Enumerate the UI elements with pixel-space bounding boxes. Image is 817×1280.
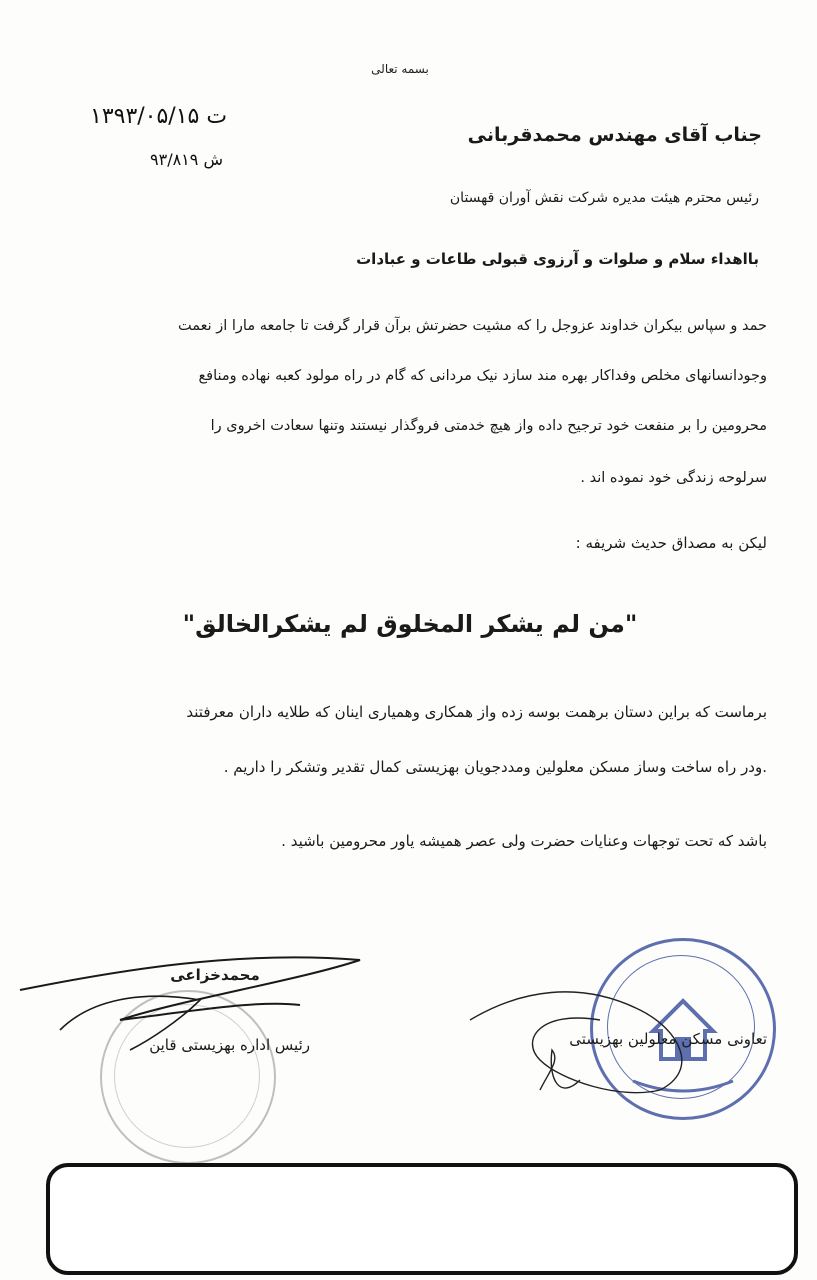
- redaction-box: [46, 1163, 798, 1275]
- paragraph-line: حمد و سپاس بیکران خداوند عزوجل را که مشیت حضرتش برآن قرار گرفت تا جامعه مارا از نعمت: [177, 318, 767, 334]
- paragraph-line: برماست که براین دستان برهمت بوسه زده واز همکاری وهمیاری اینان که طلایه داران معرفتند: [186, 703, 767, 721]
- recipient-title: رئیس محترم هیئت مدیره شرکت نقش آوران قهستان: [449, 190, 759, 206]
- hadith-quote: "من لم یشکر المخلوق لم یشکرالخالق": [182, 610, 638, 638]
- letter-number: ش ۹۳/۸۱۹: [150, 150, 223, 169]
- greeting: بااهداء سلام و صلوات و آرزوی قبولی طاعات و عبادات: [356, 250, 759, 268]
- paragraph-intro: لیکن به مصداق حدیث شریفه :: [575, 534, 767, 552]
- paragraph-line: وجودانسانهای مخلص وفداکار بهره مند سازد نیک مردانی که گام در راه مولود کعبه نهاده ومنافع: [198, 368, 767, 384]
- cooperative-title: تعاونی مسکن معلولین بهزیستی: [569, 1030, 767, 1048]
- paragraph-line: محرومین را بر منفعت خود ترجیح داده واز هیچ خدمتی فروگذار نیستند وتنها سعادت اخروی را: [210, 418, 767, 434]
- recipient-name: جناب آقای مهندس محمدقربانی: [467, 124, 762, 146]
- invocation: بسمه تعالی: [371, 62, 429, 76]
- signer-title: رئیس اداره بهزیستی قاین: [149, 1036, 310, 1054]
- closing-prayer: باشد که تحت توجهات وعنایات حضرت ولی عصر همیشه یاور محرومین باشید .: [281, 832, 767, 850]
- letter-date: ت ۱۳۹۳/۰۵/۱۵: [90, 104, 228, 129]
- paragraph-line: .ودر راه ساخت وساز مسکن معلولین ومددجویان بهزیستی کمال تقدیر وتشکر را داریم .: [223, 758, 767, 776]
- paragraph-line: سرلوحه زندگی خود نموده اند .: [580, 470, 767, 486]
- signer-name: محمدخزاعی: [170, 966, 260, 984]
